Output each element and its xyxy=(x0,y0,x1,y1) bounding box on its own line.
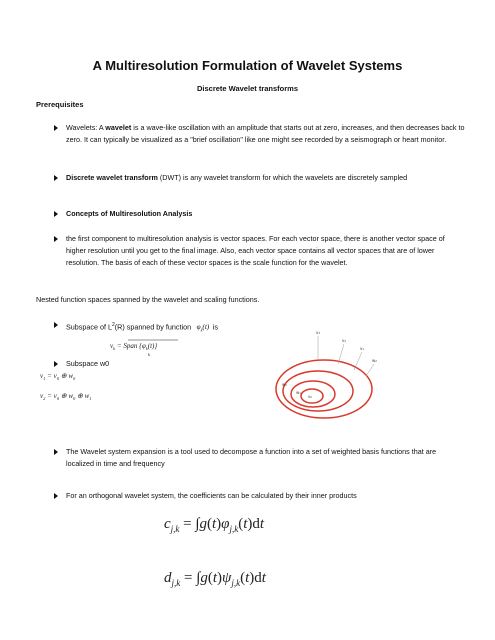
bullet-triangle-icon xyxy=(54,211,58,217)
bullet-subspace-w0: Subspace w0 xyxy=(66,358,466,370)
bullet-vector-spaces: the first component to multiresolution analysis is vector spaces. For each vector space, there is another vector space of higher resolution until you get to the final image. Also, each vector space contains all vector spaces that are of lower resolution. The basis of each of these vector spaces is the scale function for the wavelet. xyxy=(66,233,466,270)
section-heading-prerequisites: Prerequisites xyxy=(36,100,84,109)
bullet-triangle-icon xyxy=(54,361,58,367)
diagram-label: v₀ xyxy=(308,394,312,399)
phi-k-formula: $\varphi_k(t)$ xyxy=(193,323,213,333)
bullet-triangle-icon xyxy=(54,125,58,131)
bullet-triangle-icon xyxy=(54,322,58,328)
svg-text:v1 = v0 ⊕ w0: $v_1 = v_0$ ⊕ $w_0$ xyxy=(40,372,76,381)
svg-text:v2 = v0 ⊕ w0 ⊕ w1: $v_2 = v_0$ ⊕ $w_0$ ⊕ $w_1$ xyxy=(40,392,92,401)
formula-d: $d_{j,k} = \int g(t)\psi_{j,k}(t)dt$ xyxy=(164,570,266,588)
diagram-label: w₂ xyxy=(372,358,377,363)
diagram-label: w₁ xyxy=(296,390,301,395)
bullet-triangle-icon xyxy=(54,449,58,455)
page-subtitle: Discrete Wavelet transforms xyxy=(196,84,298,93)
bullet-expansion: The Wavelet system expansion is a tool used to decompose a function into a set of weighted basis functions that are localized in time and frequency xyxy=(66,446,466,470)
diagram-label: w₀ xyxy=(282,382,287,387)
bullet-triangle-icon xyxy=(54,236,58,242)
bullet-concepts: Concepts of Multiresolution Analysis xyxy=(66,208,466,220)
bullet-triangle-icon xyxy=(54,175,58,181)
subspace-equations xyxy=(40,368,160,404)
svg-text:k: k xyxy=(148,352,150,357)
ellipse-v2 xyxy=(283,371,353,411)
svg-text:vk = Span {φk(t)}: $v_k$ = Span $\{\varphi_k(t)\}$ xyxy=(110,342,158,351)
ellipse-v3 xyxy=(276,360,372,418)
nested-ellipses-diagram xyxy=(268,324,398,434)
bullet-subspace-l2: Subspace of $L^2(R)$ spanned by function $\varphi_k(t)$ is xyxy=(66,319,466,337)
formula-c: $c_{j,k} = \int g(t)\varphi_{j,k}(t)dt$ xyxy=(164,516,265,534)
diagram-label: v₁ xyxy=(360,346,364,351)
bullet-dwt: Discrete wavelet transform (DWT) is any wavelet transform for which the wavelets are discretely sampled xyxy=(66,172,466,184)
bullet-orthogonal: For an orthogonal wavelet system, the coefficients can be calculated by their inner products xyxy=(66,490,466,502)
ellipse-v0 xyxy=(301,389,323,403)
diagram-label: v₂ xyxy=(342,338,346,343)
nested-spaces-text: Nested function spaces spanned by the wavelet and scaling functions. xyxy=(36,295,260,304)
bullet-triangle-icon xyxy=(54,493,58,499)
page-title: A Multiresolution Formulation of Wavelet Systems xyxy=(92,58,403,73)
diagram-label: v₃ xyxy=(316,330,320,335)
span-formula xyxy=(110,336,220,358)
bullet-wavelets: Wavelets: A wavelet is a wave-like oscillation with an amplitude that starts out at zero, increases, and then decreases back to zero. It can typically be visualized as a "brief oscillation" like one might see recorded by a seismograph or heart monitor. xyxy=(66,122,466,146)
coefficient-formulas xyxy=(160,498,350,598)
